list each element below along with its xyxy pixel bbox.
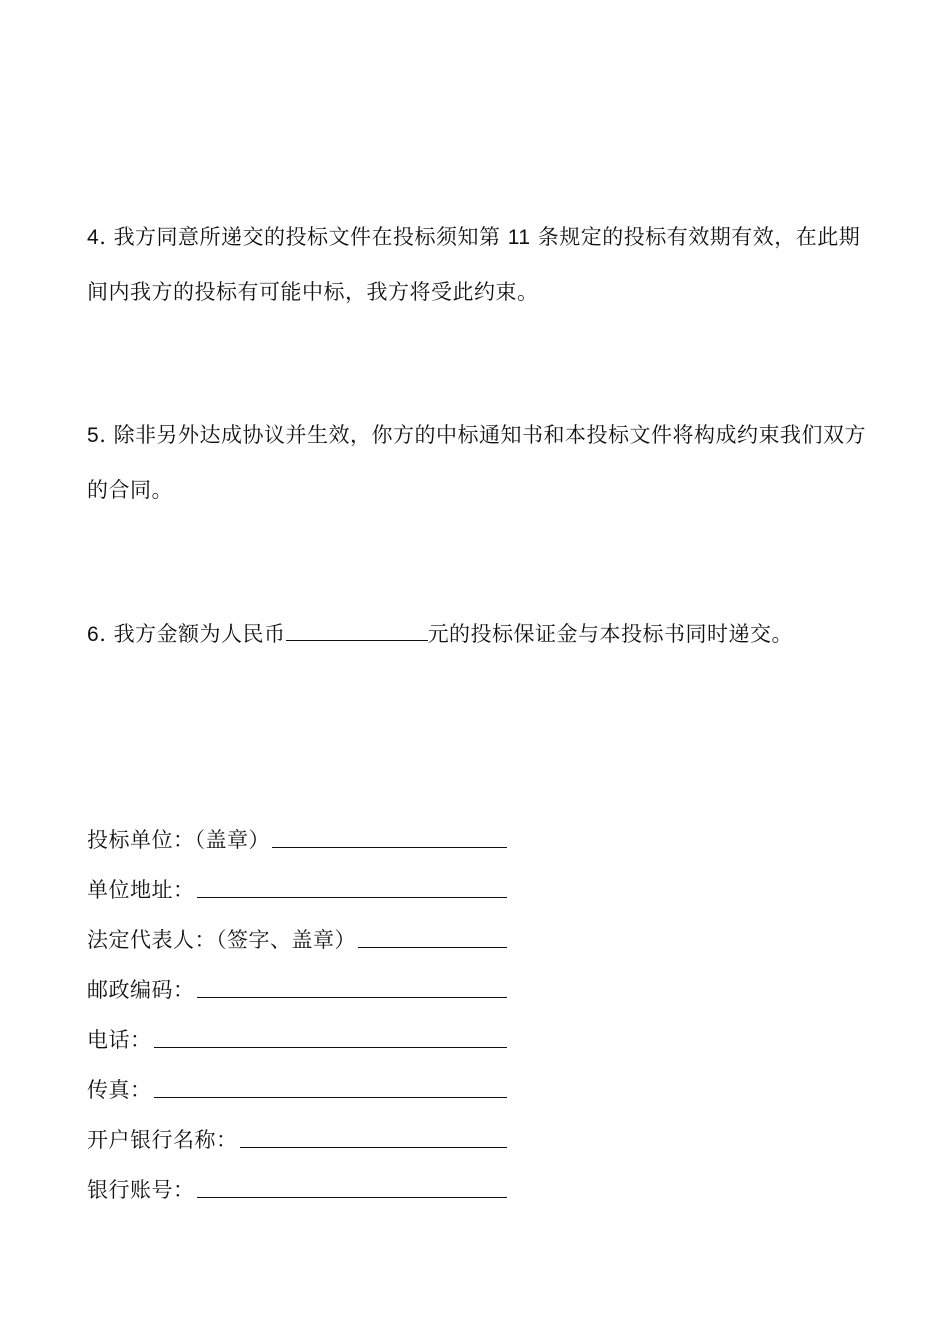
bidder-info-form	[87, 808, 507, 1208]
clause-4	[87, 210, 877, 319]
field-unit-address	[87, 858, 507, 908]
clause-separator: .	[99, 225, 107, 249]
field-label: 开户银行名称：	[87, 1128, 238, 1152]
field-bidder-unit	[87, 808, 507, 858]
clause-text: 条规定的投标有效期有效，在此期间内我方的投标有可能中标，我方将受此约束。	[87, 225, 861, 304]
clause-text: 元的投标保证金与本投标书同时递交。	[427, 622, 794, 646]
clause-5	[87, 408, 877, 517]
clause-separator: .	[99, 423, 107, 447]
amount-blank[interactable]	[286, 620, 428, 641]
field-fax	[87, 1058, 507, 1108]
field-telephone	[87, 1008, 507, 1058]
fill-line[interactable]	[240, 1147, 508, 1148]
clause-text: 我方同意所递交的投标文件在投标须知第	[113, 225, 501, 249]
fill-line[interactable]	[154, 1097, 508, 1098]
clause-number: 4	[87, 226, 100, 249]
clause-number: 5	[87, 424, 100, 447]
clause-separator: .	[99, 622, 107, 646]
fill-line[interactable]	[154, 1047, 508, 1048]
clause-text: 我方金额为人民币	[113, 622, 286, 646]
clause-number: 6	[87, 623, 100, 646]
fill-line[interactable]	[358, 947, 507, 948]
field-label: 电话：	[87, 1028, 152, 1052]
fill-line[interactable]	[197, 897, 508, 898]
fill-line[interactable]	[197, 997, 508, 998]
field-label: 法定代表人：（签字、盖章）	[87, 928, 356, 952]
field-legal-representative	[87, 908, 507, 958]
field-label: 传真：	[87, 1078, 152, 1102]
field-postal-code	[87, 958, 507, 1008]
clause-text: 除非另外达成协议并生效，你方的中标通知书和本投标文件将构成约束我们双方的合同。	[87, 423, 867, 502]
fill-line[interactable]	[197, 1197, 508, 1198]
field-bank-account	[87, 1158, 507, 1208]
field-label: 单位地址：	[87, 878, 195, 902]
field-label: 投标单位：（盖章）	[87, 828, 270, 852]
field-label: 银行账号：	[87, 1178, 195, 1202]
field-bank-name	[87, 1108, 507, 1158]
field-label: 邮政编码：	[87, 978, 195, 1002]
article-number: 11	[507, 226, 531, 249]
fill-line[interactable]	[272, 847, 507, 848]
clause-6	[87, 607, 877, 662]
